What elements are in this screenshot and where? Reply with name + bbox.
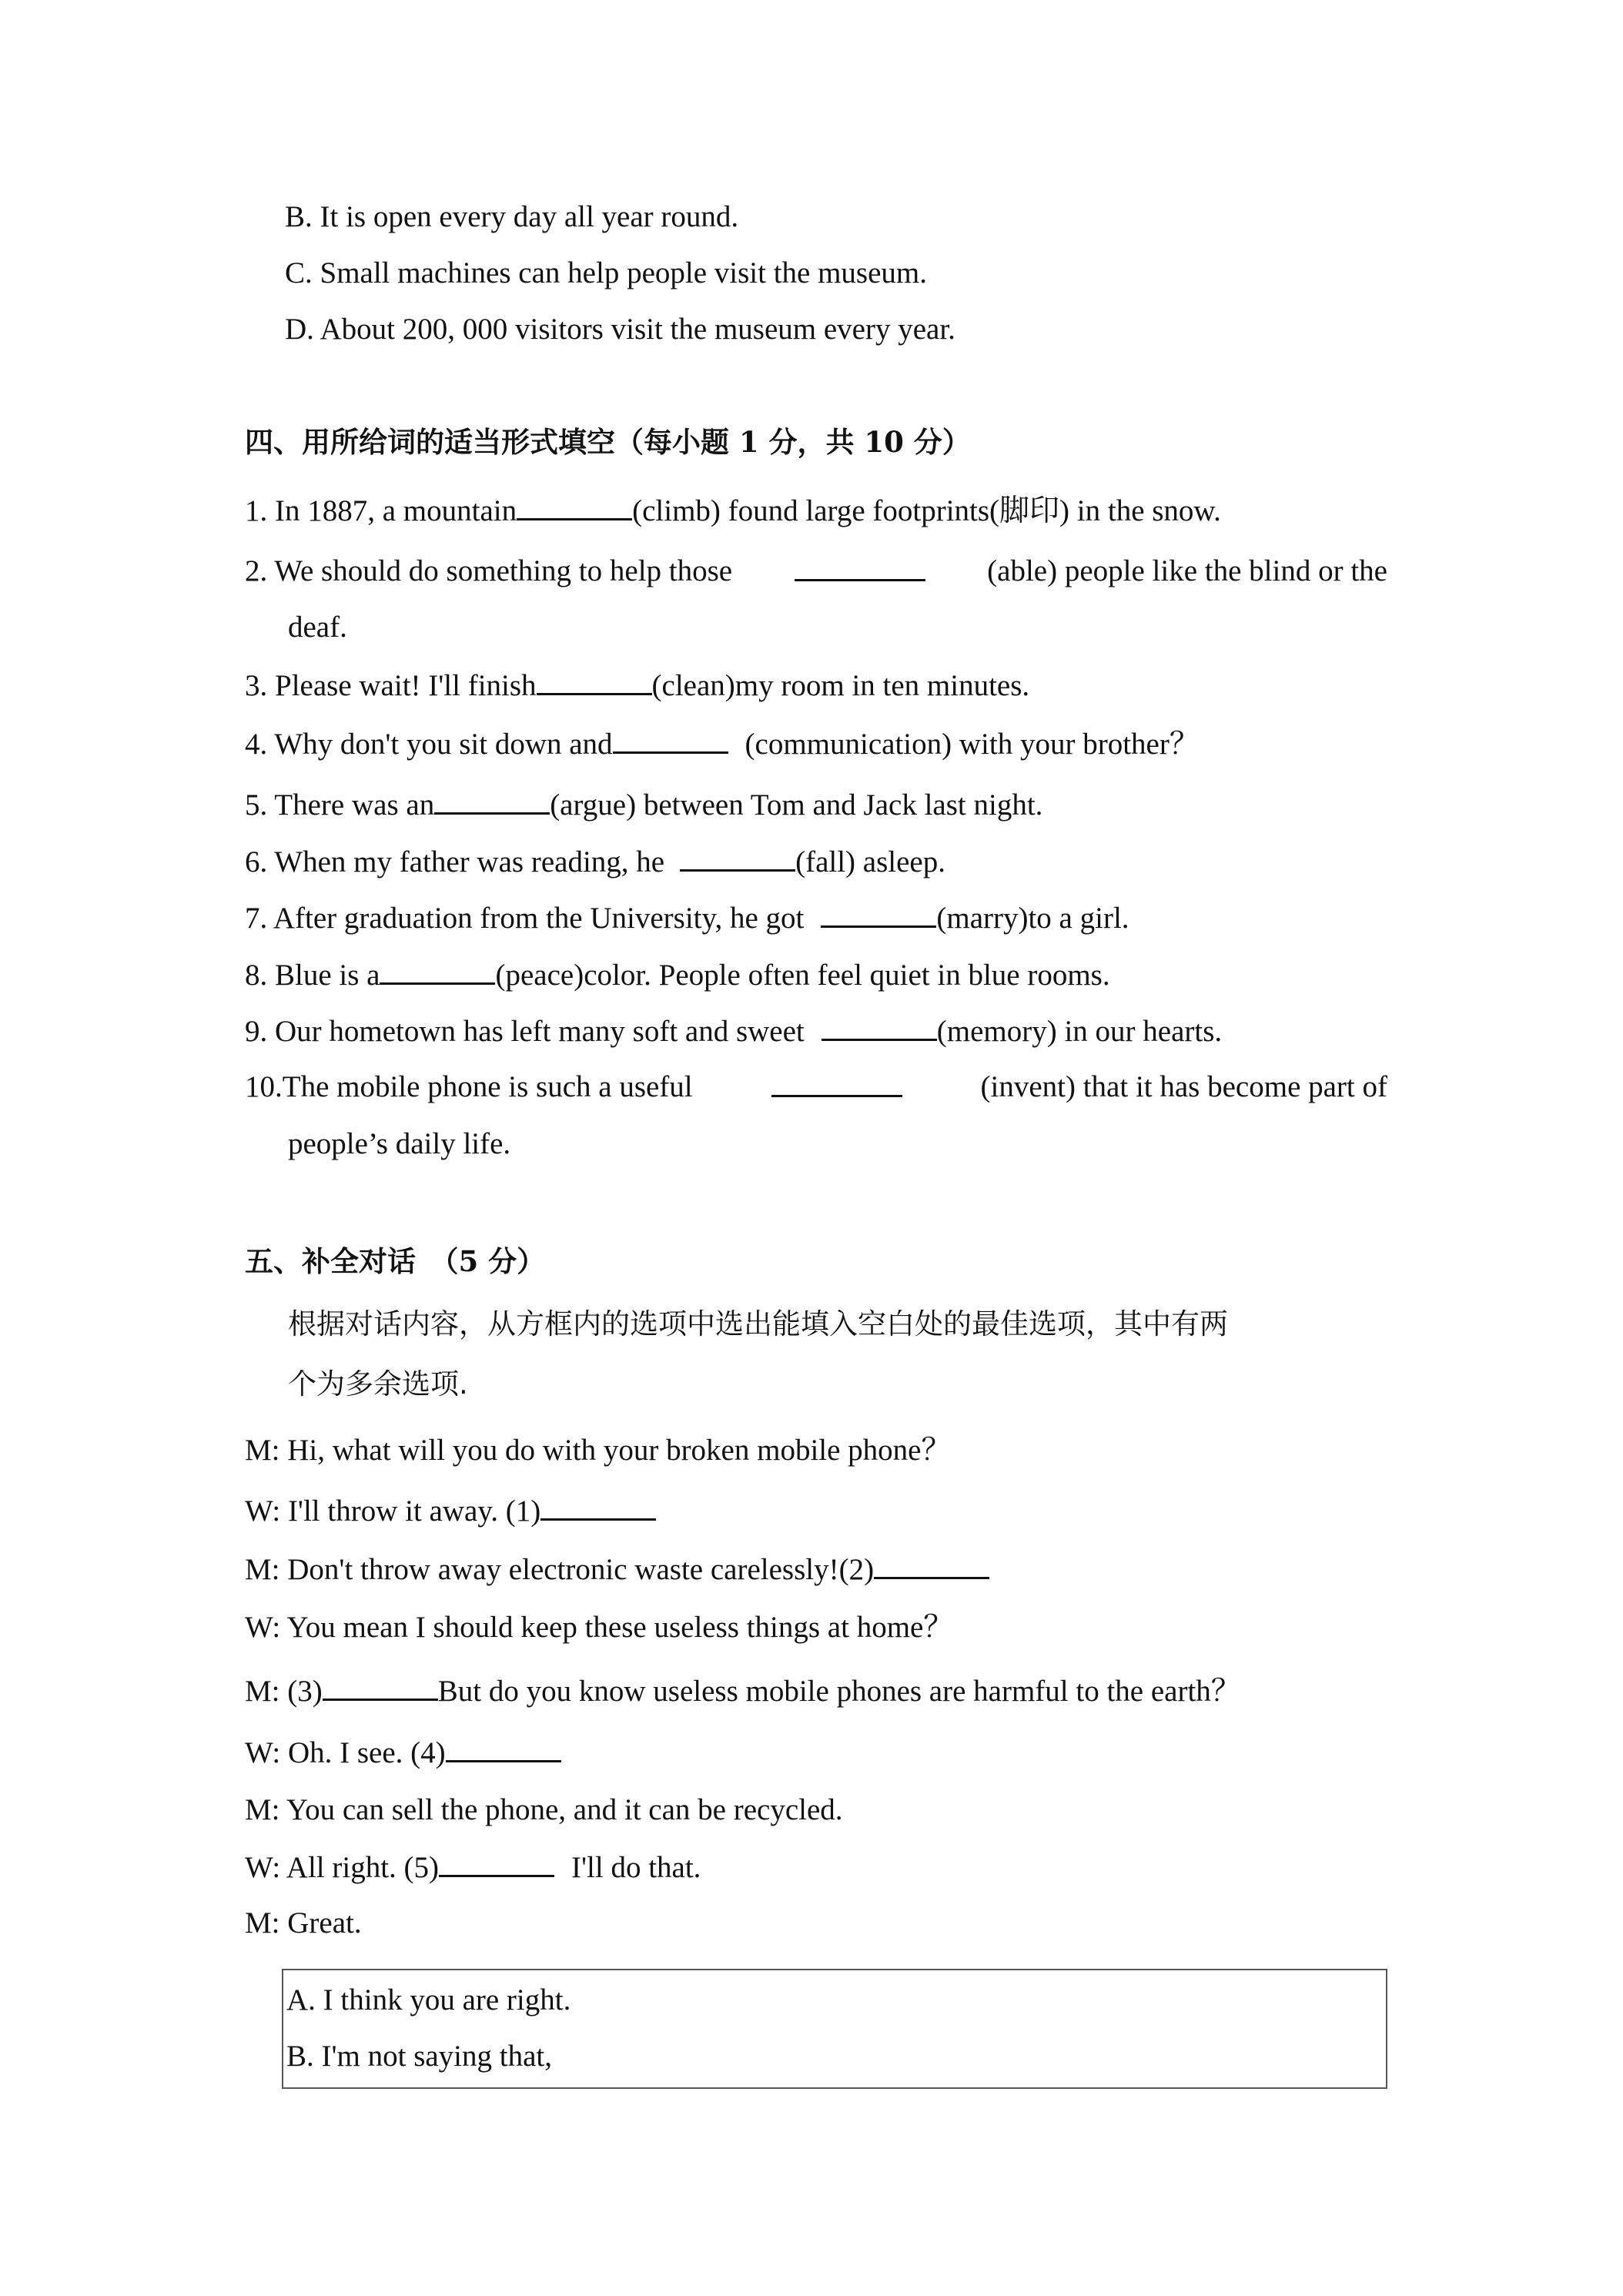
- question-7: 7. After graduation from the University, he got (marry)to a girl.: [245, 899, 1129, 937]
- section4-heading: 四、用所给词的适当形式填空（每小题 1 分，共 10 分）: [245, 425, 971, 459]
- box-option-b: B. I'm not saying that,: [286, 2040, 553, 2073]
- answer-blank[interactable]: [771, 1069, 902, 1097]
- dialogue-line: M: You can sell the phone, and it can be recycled.: [245, 1793, 843, 1826]
- answer-blank[interactable]: [613, 725, 728, 754]
- answer-blank[interactable]: [821, 899, 936, 928]
- dialogue-line: M: (3) But do you know useless mobile phones are harmful to the earth？: [245, 1672, 1241, 1710]
- section5-instruction: 根据对话内容，从方框内的选项中选出能填入空白处的最佳选项，其中有两: [288, 1307, 1228, 1340]
- answer-blank[interactable]: [380, 956, 495, 985]
- question-9: 9. Our hometown has left many soft and sweet (memory) in our hearts.: [245, 1012, 1222, 1050]
- question-2: 2. We should do something to help those (able) people like the blind or the: [245, 554, 1387, 587]
- answer-blank[interactable]: [323, 1672, 438, 1701]
- dialogue-line: M: Hi, what will you do with your broken mobile phone？: [245, 1434, 952, 1467]
- question-8: 8. Blue is a (peace)color. People often feel quiet in blue rooms.: [245, 956, 1110, 994]
- answer-blank[interactable]: [446, 1734, 561, 1762]
- answer-blank[interactable]: [537, 667, 652, 695]
- question-4: 4. Why don't you sit down and (communication) with your brother？: [245, 725, 1200, 763]
- question-5: 5. There was an (argue) between Tom and Jack last night.: [245, 786, 1042, 824]
- option-b: B. It is open every day all year round.: [285, 200, 739, 233]
- answer-blank[interactable]: [540, 1492, 656, 1521]
- dialogue-line: W: You mean I should keep these useless things at home？: [245, 1611, 954, 1644]
- answer-blank[interactable]: [434, 786, 550, 815]
- option-c: C. Small machines can help people visit the museum.: [285, 256, 928, 290]
- question-2-cont: deaf.: [288, 611, 347, 644]
- dialogue-line: W: I'll throw it away. (1): [245, 1492, 656, 1530]
- answer-blank[interactable]: [822, 1012, 937, 1041]
- dialogue-line: M: Great.: [245, 1906, 362, 1940]
- answer-blank[interactable]: [439, 1849, 554, 1877]
- box-option-a: A. I think you are right.: [286, 1983, 571, 2017]
- dialogue-line: W: All right. (5) I'll do that.: [245, 1849, 701, 1886]
- options-box: [282, 1969, 1387, 2089]
- dialogue-line: W: Oh. I see. (4): [245, 1734, 561, 1772]
- section5-heading: 五、补全对话 （5 分）: [245, 1244, 546, 1278]
- answer-blank[interactable]: [517, 492, 632, 520]
- question-1: 1. In 1887, a mountain (climb) found large footprints(脚印) in the snow.: [245, 492, 1221, 530]
- answer-blank[interactable]: [874, 1551, 989, 1579]
- dialogue-line: M: Don't throw away electronic waste carelessly!(2): [245, 1551, 989, 1588]
- question-10-cont: people’s daily life.: [288, 1127, 511, 1160]
- answer-blank[interactable]: [680, 843, 795, 872]
- option-d: D. About 200, 000 visitors visit the museum every year.: [285, 313, 955, 346]
- question-10: 10.The mobile phone is such a useful (invent) that it has become part of: [245, 1070, 1387, 1103]
- question-3: 3. Please wait! I'll finish (clean)my room in ten minutes.: [245, 667, 1029, 705]
- answer-blank[interactable]: [795, 553, 925, 581]
- section5-instruction-cont: 个为多余选项.: [288, 1367, 468, 1401]
- question-6: 6. When my father was reading, he (fall) asleep.: [245, 843, 945, 881]
